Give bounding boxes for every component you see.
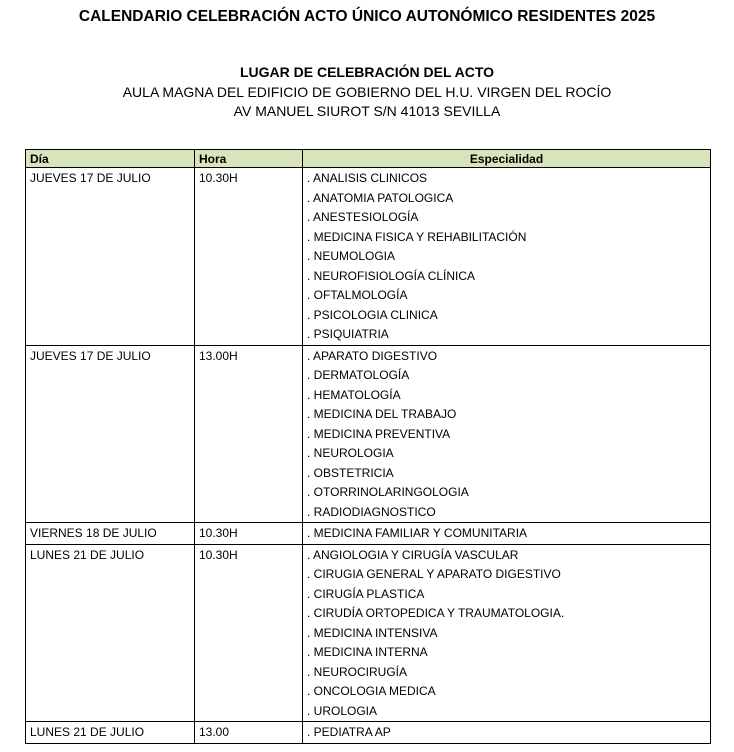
specialty-cell [303,345,711,523]
specialty-item: . NEUROFISIOLOGÍA CLÍNICA [307,268,476,283]
specialty-item: . CIRUDÍA ORTOPEDICA Y TRAUMATOLOGIA. [307,606,565,620]
specialty-item: . PEDIATRA AP [307,725,391,739]
specialty-item: . ONCOLOGIA MEDICA [307,684,436,698]
table-row [26,544,711,722]
specialty-item: . NEUROCIRUGÍA [307,664,408,679]
specialty-item: . HEMATOLOGÍA [307,387,401,402]
specialty-cell [303,544,711,722]
specialty-item: . ANALISIS CLINICOS [307,171,428,185]
specialty-item: . MEDICINA FISICA Y REHABILITACIÓN [307,229,527,244]
specialty-cell [303,523,711,545]
time-cell: 10.30H [195,544,303,722]
specialty-item: . NEUROLOGIA [307,446,394,460]
specialty-item: . OFTALMOLOGÍA [307,288,408,302]
table-header-row [26,150,711,168]
table-row [26,168,711,346]
specialty-item: . OBSTETRICIA [307,465,394,480]
day-cell: VIERNES 18 DE JULIO [26,523,195,545]
specialty-item: . NEUMOLOGIA [307,249,396,263]
specialty-item: . MEDICINA DEL TRABAJO [307,407,457,421]
table-row [26,345,711,523]
specialty-item: . APARATO DIGESTIVO [307,348,438,363]
time-cell: 13.00 [195,722,303,744]
specialty-item: . MEDICINA INTERNA [307,645,428,659]
venue-heading: LUGAR DE CELEBRACIÓN DEL ACTO [239,64,495,80]
specialty-item: . OTORRINOLARINGOLOGIA [307,485,469,499]
specialty-cell [303,168,711,346]
time-cell: 10.30H [195,523,303,545]
specialty-item: . DERMATOLOGÍA [307,368,410,382]
time-cell: 10.30H [195,168,303,346]
column-header-day: Día [26,150,195,168]
specialty-item: . ANESTESIOLOGÍA [307,210,419,224]
specialty-item: . ANGIOLOGIA Y CIRUGÍA VASCULAR [307,547,519,562]
specialty-item: . MEDICINA INTENSIVA [307,625,438,640]
specialty-item: . CIRUGIA GENERAL Y APARATO DIGESTIVO [307,567,561,581]
schedule-table [25,149,711,744]
specialty-item: . UROLOGIA [307,703,378,718]
day-cell: JUEVES 17 DE JULIO [26,345,195,523]
specialty-cell [303,722,711,744]
specialty-item: . PSICOLOGIA CLINICA [307,307,438,322]
venue-address: AV MANUEL SIUROT S/N 41013 SEVILLA [233,103,501,119]
table-row [26,722,711,744]
day-cell: JUEVES 17 DE JULIO [26,168,195,346]
specialty-item: . CIRUGÍA PLASTICA [307,586,425,601]
venue-name: AULA MAGNA DEL EDIFICIO DE GOBIERNO DEL H.U. VIRGEN DEL ROCÍO [122,84,612,100]
specialty-item: . ANATOMIA PATOLOGICA [307,190,454,205]
specialty-item: . MEDICINA FAMILIAR Y COMUNITARIA [307,526,528,540]
column-header-specialty: Especialidad [303,150,711,168]
specialty-item: . PSIQUIATRIA [307,327,389,341]
day-cell: LUNES 21 DE JULIO [26,722,195,744]
specialty-item: . RADIODIAGNOSTICO [307,504,436,519]
time-cell: 13.00H [195,345,303,523]
column-header-time: Hora [195,150,303,168]
specialty-item: . MEDICINA PREVENTIVA [307,426,451,441]
table-row [26,523,711,545]
day-cell: LUNES 21 DE JULIO [26,544,195,722]
document-title: CALENDARIO CELEBRACIÓN ACTO ÚNICO AUTONÓMICO RESIDENTES 2025 [78,8,656,25]
